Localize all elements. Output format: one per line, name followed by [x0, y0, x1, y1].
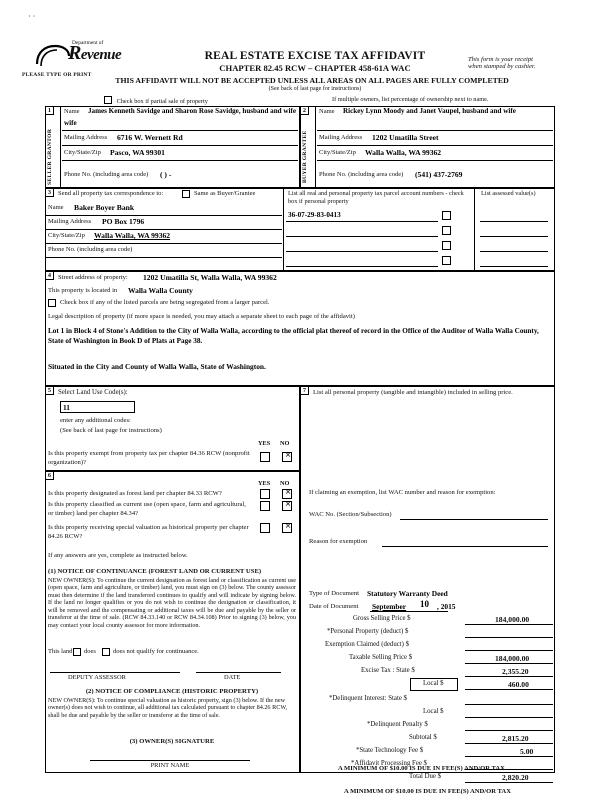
amount-row-10-value[interactable]: 5.00: [520, 747, 534, 756]
segregated-label: Check box if any of the listed parcels are being segregated from a larger parcel.: [60, 299, 270, 306]
same-as-buyer-label: Same as Buyer/Grantee: [194, 190, 256, 197]
amount-row-10-rule: [465, 756, 553, 757]
assessed-rule-1: [480, 236, 548, 237]
assessed-rule-0: [480, 221, 548, 222]
does-qualify-checkbox[interactable]: [73, 648, 81, 657]
amount-row-8-label: *Delinquent Penalty $: [367, 721, 428, 728]
amount-row-5-value[interactable]: 460.00: [508, 680, 529, 689]
corr-rule-4: [46, 257, 282, 258]
parcel-personal-checkbox-3[interactable]: [442, 256, 451, 265]
corr-mailing-value[interactable]: PO Box 1796: [102, 217, 145, 226]
amount-row-9-rule: [465, 743, 553, 744]
form-title: REAL ESTATE EXCISE TAX AFFIDAVIT: [204, 50, 426, 62]
section-3-divider-2: [474, 188, 475, 271]
logo-wordmark: Revenue: [68, 42, 122, 64]
see-back-last-page: (See back of last page for instructions): [60, 427, 162, 434]
same-as-buyer-checkbox[interactable]: [182, 190, 190, 199]
amount-row-3-label: Taxable Selling Price $: [349, 654, 413, 661]
document-type-label: Type of Document: [309, 590, 360, 597]
amount-row-9-value[interactable]: 2,815.20: [502, 734, 529, 743]
amount-row-3-value[interactable]: 184,000.00: [495, 654, 530, 663]
current-use-yes-checkbox[interactable]: [260, 501, 270, 511]
land-use-code-value: 11: [63, 403, 70, 412]
corr-citystate-value[interactable]: Walla Walla, WA 99362: [94, 231, 171, 240]
this-land-label: This land: [48, 648, 73, 655]
form-subtitle: CHAPTER 82.45 RCW – CHAPTER 458-61A WAC: [219, 63, 411, 73]
wac-number-input[interactable]: [400, 519, 548, 520]
amount-row-12-value[interactable]: 2,820.20: [502, 773, 529, 782]
historic-yes-checkbox[interactable]: [260, 523, 270, 533]
amount-row-7-label: Local $: [423, 708, 444, 715]
seller-phone-value[interactable]: ( ) -: [160, 170, 172, 179]
exempt-question: Is this property exempt from property tax per chapter 84.36 RCW (nonprofit organization)?: [48, 450, 250, 466]
amount-row-12-rule: [465, 782, 553, 783]
buyer-mailing-label: Mailing Address: [319, 134, 363, 141]
personal-property-label: List all personal property (tangible and intangible) included in selling price.: [313, 389, 513, 396]
see-back-note: (See back of last page for instructions): [268, 86, 362, 92]
amount-row-5-rule: [465, 689, 553, 690]
parcel-number-0[interactable]: 36-07-29-83-0413: [288, 211, 341, 219]
amount-row-5-label: Local $: [423, 680, 444, 687]
exempt-no-checkbox[interactable]: ×: [282, 452, 292, 462]
section-3-number: 3: [45, 188, 54, 197]
amount-row-2-label: Exemption Claimed (deduct) $: [325, 641, 409, 648]
buyer-name-label: Name: [319, 108, 335, 115]
section-6-yes-label: YES: [258, 480, 271, 487]
document-date-month[interactable]: September: [372, 602, 407, 611]
historic-no-checkbox[interactable]: ×: [282, 523, 292, 533]
buyer-name-value[interactable]: Rickey Lynn Moody and Janet Vaupel, husband and wife: [343, 107, 516, 115]
forest-land-question: Is this property designated as forest land per chapter 84.33 RCW?: [48, 490, 222, 497]
document-date-year[interactable]: , 2015: [437, 602, 456, 611]
seller-citystate-value[interactable]: Pasco, WA 99301: [110, 148, 165, 157]
notice-continuance-text: NEW OWNER(S): To continue the current designation as forest land or classification as current use (open space, farm and agriculture, or timber) land, you must sign on (3) below. The county assessor must then determine if the land transferred continues to qualify and will indicate by signing below. If the land no longer qualifies or you do not wish to continue the designation or classification, it will be removed and the compensating or additional taxes will be due and payable by the seller or transferor at the time of sale. (RCW 84.33.140 or RCW 84.34.108) Prior to signing (3) below, you may contact your local county assessor for more information.: [48, 577, 296, 629]
seller-phone-label: Phone No. (including area code): [64, 171, 149, 178]
parcel-rule-3: [286, 266, 438, 267]
buyer-citystate-label: City/State/Zip: [319, 149, 356, 156]
wac-number-label: WAC No. (Section/Subsection): [309, 511, 392, 518]
amount-row-8-rule: [465, 730, 553, 731]
document-date-day[interactable]: 10: [420, 599, 429, 609]
historic-question: Is this property receiving special valuation as historical property per chapter 84.26 RCW?: [48, 524, 249, 540]
buyer-phone-value[interactable]: (541) 437-2769: [415, 170, 463, 179]
section-5-number: 5: [45, 386, 54, 395]
exemption-claim-label: If claiming an exemption, list WAC number and reason for exemption:: [309, 489, 496, 496]
amount-row-0-label: Gross Selling Price $: [353, 615, 411, 622]
amount-row-0-rule: [465, 624, 553, 625]
parcel-personal-checkbox-0[interactable]: [442, 211, 451, 220]
amount-row-4-value[interactable]: 2,355.20: [502, 667, 529, 676]
form-corner-mark: · ·: [28, 12, 36, 21]
amount-row-4-label: Excise Tax : State $: [361, 667, 415, 674]
deputy-assessor-line[interactable]: [50, 672, 180, 673]
date-line[interactable]: [196, 672, 281, 673]
print-name-line[interactable]: [90, 760, 250, 761]
segregated-checkbox[interactable]: [48, 299, 56, 308]
section-6-number: 6: [45, 471, 54, 480]
document-date-label: Date of Document: [309, 603, 359, 610]
seller-side-label: SELLER GRANTOR: [47, 128, 53, 186]
seller-name-value[interactable]: James Kenneth Savidge and Sharon Rose Savidge, husband and wife: [88, 107, 297, 115]
amount-row-2-rule: [465, 650, 553, 651]
parcel-rule-0: [286, 221, 438, 222]
parcel-personal-checkbox-2[interactable]: [442, 241, 451, 250]
buyer-rule-2: [317, 145, 553, 146]
parcel-numbers-header: List all real and personal property tax parcel account numbers - check box if personal property: [288, 190, 464, 205]
receipt-note: [468, 56, 578, 70]
buyer-phone-label: Phone No. (including area code): [319, 171, 404, 178]
partial-sale-row: [104, 96, 208, 105]
send-correspondence-label: Send all property tax correspondence to:: [58, 190, 164, 197]
amount-row-6-label: *Delinquent Interest: State $: [329, 695, 407, 702]
partial-sale-checkbox[interactable]: [104, 96, 112, 104]
land-use-title: Select Land Use Code(s):: [58, 389, 128, 396]
street-address-value[interactable]: 1202 Umatilla St, Walla Walla, WA 99362: [143, 273, 277, 282]
assessed-values-header: List assessed value(s): [481, 190, 536, 197]
legal-description-value[interactable]: Lot 1 in Block 4 of Stone's Addition to the City of Walla Walla, according to the official plat thereof of record in the Office of the Auditor of Walla Walla County, State of Washington in Book D of Plats at Page 38.: [48, 327, 539, 346]
amount-row-10-label: *State Technology Fee $: [356, 747, 424, 754]
assessed-rule-3: [480, 266, 548, 267]
owners-signature-title: (3) OWNER(S) SIGNATURE: [129, 738, 215, 745]
street-address-label: Street address of property:: [58, 274, 128, 281]
notice-compliance-body: NEW OWNER(S): To continue special valuation as historic property, sign (3) below. If the new owner(s) does not wish to continue, all additional tax calculated pursuant to chapter 84.26 RCW, shall be due and payable by the seller or transferor at the time of sale.: [48, 697, 288, 719]
print-name-label: PRINT NAME: [150, 762, 190, 769]
reason-exemption-input[interactable]: [382, 546, 548, 547]
amount-row-9-label: Subtotal $: [409, 734, 437, 741]
section-6-no-label: NO: [280, 480, 290, 487]
please-type-label: PLEASE TYPE OR PRINT: [22, 72, 92, 78]
amount-row-6-rule: [465, 704, 553, 705]
corr-mailing-label: Mailing Address: [48, 218, 92, 225]
situated-text: Situated in the City and County of Walla Walla, State of Washington.: [48, 362, 266, 371]
receipt-line-2: when stamped by cashier.: [468, 63, 536, 70]
section-2-number: 2: [300, 106, 309, 115]
current-use-question: Is this property classified as current use (open space, farm and agricultural, or timber) land per chapter 84.34?: [48, 501, 246, 517]
legal-description-label: Legal description of property (if more space is needed, you may attach a separate sheet to each page of the affidavit): [48, 313, 355, 320]
does-not-label: does not qualify for continuance.: [113, 648, 199, 655]
seller-rule-2: [62, 145, 298, 146]
section-1-number: 1: [45, 106, 54, 115]
does-label: does: [84, 648, 96, 655]
forest-land-no-checkbox[interactable]: ×: [282, 489, 292, 499]
buyer-rule-1: [317, 130, 553, 131]
parcel-personal-checkbox-1[interactable]: [442, 226, 451, 235]
buyer-mailing-value[interactable]: 1202 Umatilla Street: [372, 133, 439, 142]
logo-mark: [35, 44, 71, 70]
buyer-rule-3: [317, 160, 553, 161]
form-notice: THIS AFFIDAVIT WILL NOT BE ACCEPTED UNLESS ALL AREAS ON ALL PAGES ARE FULLY COMPLETED: [115, 76, 509, 85]
parcel-rule-1: [286, 236, 438, 237]
buyer-side-label: BUYER GRANTEE: [302, 130, 308, 184]
notice-compliance-title: (2) NOTICE OF COMPLIANCE (HISTORIC PROPERTY): [85, 688, 259, 695]
corr-name-label: Name: [48, 204, 64, 211]
minimum-due-note: A MINIMUM OF $10.00 IS DUE IN FEE(S) AND/OR TAX: [344, 788, 511, 795]
notice-continuance-body: [48, 577, 296, 629]
section-5-yes-label: YES: [258, 440, 271, 447]
located-in-label: This property is located in: [48, 287, 118, 294]
amount-row-11-label: *Affidavit Processing Fee $: [351, 760, 427, 767]
does-not-qualify-checkbox[interactable]: [102, 648, 110, 657]
parcel-rule-2: [286, 251, 438, 252]
seller-divider: [60, 106, 61, 188]
document-type-value[interactable]: Statutory Warranty Deed: [367, 589, 448, 598]
buyer-citystate-value[interactable]: Walla Walla, WA 99362: [365, 148, 442, 157]
amount-row-1-rule: [465, 637, 553, 638]
document-date-rule: [370, 611, 448, 612]
reason-exemption-label: Reason for exemption: [309, 538, 368, 545]
seller-name-label: Name: [64, 108, 80, 115]
deputy-assessor-label: DEPUTY ASSESSOR: [68, 674, 126, 681]
section-5-no-label: NO: [280, 440, 290, 447]
assessed-rule-2: [480, 251, 548, 252]
section-7-number: 7: [300, 386, 309, 395]
corr-rule-2: [46, 229, 282, 230]
dept-of-label: Department of: [72, 40, 104, 46]
partial-sale-label: Check box if partial sale of property: [116, 98, 208, 105]
located-in-value[interactable]: Walla Walla County: [128, 286, 193, 295]
exempt-yes-checkbox[interactable]: [260, 452, 270, 462]
section-4-number: 4: [45, 271, 54, 280]
corr-citystate-label: City/State/Zip: [48, 232, 85, 239]
seller-rule-3: [62, 160, 298, 161]
buyer-divider: [315, 106, 316, 188]
multiple-owners-note: If multiple owners, list percentage of ownership next to name.: [332, 96, 489, 103]
seller-mailing-value[interactable]: 6716 W. Wernett Rd: [117, 133, 183, 142]
receipt-line-1: This form is your receipt: [468, 56, 533, 63]
corr-rule-3: [46, 243, 282, 244]
additional-codes-label: enter any additional codes:: [60, 417, 131, 424]
amount-row-12-label: Total Due $: [409, 773, 441, 780]
minimum-due-note-visible: A MINIMUM OF $10.00 IS DUE IN FEE(S) AND/OR TAX: [338, 765, 505, 772]
notice-continuance-title: (1) NOTICE OF CONTINUANCE (FOREST LAND OR CURRENT USE): [48, 568, 262, 575]
amount-row-0-value[interactable]: 184,000.00: [495, 615, 530, 624]
corr-phone-label: Phone No. (including area code): [48, 246, 133, 253]
land-use-code-input[interactable]: [60, 401, 135, 413]
seller-rule-1: [62, 130, 298, 131]
amount-row-4-rule: [465, 676, 553, 677]
amount-row-1-label: *Personal Property (deduct) $: [327, 628, 409, 635]
section-3-divider-1: [283, 188, 284, 271]
corr-name-value[interactable]: Baker Boyer Bank: [74, 203, 135, 212]
corr-rule-1: [46, 215, 282, 216]
seller-mailing-label: Mailing Address: [64, 134, 108, 141]
seller-citystate-label: City/State/Zip: [64, 149, 101, 156]
forest-land-yes-checkbox[interactable]: [260, 489, 270, 499]
date-label: DATE: [224, 674, 241, 681]
amount-row-7-rule: [465, 717, 553, 718]
if-yes-instruction: If any answers are yes, complete as instructed below.: [48, 552, 188, 559]
seller-name-value-2: wife: [64, 119, 77, 127]
current-use-no-checkbox[interactable]: ×: [282, 501, 292, 511]
amount-row-3-rule: [465, 663, 553, 664]
